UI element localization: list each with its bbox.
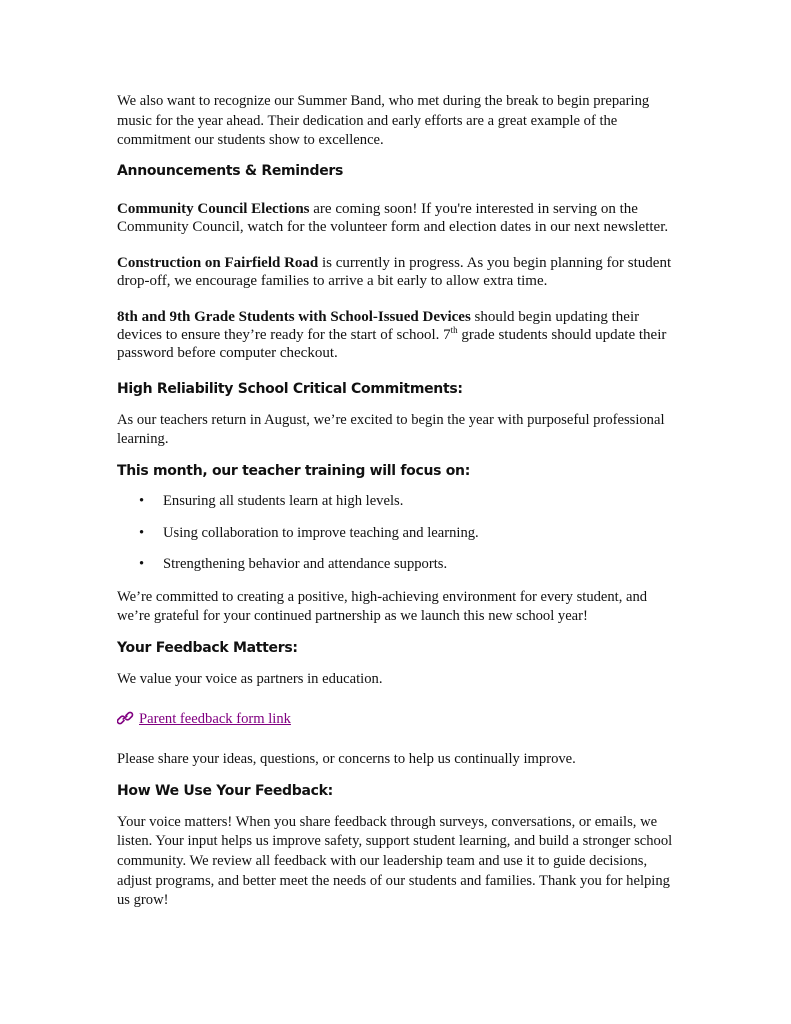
council-elections-text: are coming soon! If you're interested in serving on the Community Council, watch for the volunteer form and election dates in our next newsletter.: [117, 200, 669, 235]
list-item-text: Using collaboration to improve teaching and learning.: [163, 524, 479, 541]
commitment-paragraph: We’re committed to creating a positive, high-achieving environment for every student, and we’re grateful for your continued partnership as we launch this new school year!: [117, 588, 648, 625]
feedback-usage-heading: How We Use Your Feedback:: [117, 782, 333, 799]
devices-title: 8th and 9th Grade Students with School-Issued Devices: [117, 308, 471, 325]
summer-band-paragraph: We also want to recognize our Summer Band, who met during the break to begin preparing music for the year ahead. Their dedication and early efforts are a great example of the commitment our students show to excellence.: [117, 93, 650, 149]
list-item: [117, 524, 682, 544]
newsletter-page: [117, 92, 682, 911]
feedback-heading: Your Feedback Matters:: [117, 639, 298, 656]
list-item-text: Strengthening behavior and attendance supports.: [163, 556, 448, 573]
list-item: [117, 555, 682, 575]
link-icon[interactable]: [117, 711, 135, 732]
bullet-icon: •: [139, 556, 145, 573]
feedback-usage-paragraph: Your voice matters! When you share feedback through surveys, conversations, or emails, we listen. Your input helps us improve safety, support student learning, and build a stronger school community. We review all feedback with our leadership team and use it to guide decisions, adjust programs, and better meet the needs of our students and families. Thank you for helping us grow!: [117, 813, 673, 909]
announcements-heading: Announcements & Reminders: [117, 162, 344, 179]
feedback-share-paragraph: Please share your ideas, questions, or concerns to help us continually improve.: [117, 751, 576, 768]
list-item-text: Ensuring all students learn at high levels.: [163, 492, 404, 509]
devices-text-cont: grade students should update their password before computer checkout.: [117, 326, 667, 361]
feedback-intro: We value your voice as partners in education.: [117, 670, 383, 687]
bullet-icon: •: [139, 492, 145, 509]
construction-title: Construction on Fairfield Road: [117, 254, 319, 271]
parent-feedback-form-link[interactable]: Parent feedback form link: [139, 710, 291, 727]
council-elections-title: Community Council Elections: [117, 200, 310, 217]
construction-paragraph: [117, 254, 682, 290]
devices-paragraph: [117, 308, 682, 362]
list-item: [117, 492, 682, 512]
construction-text: is currently in progress. As you begin planning for student drop-off, we encourage families to arrive a bit early to allow extra time.: [117, 254, 672, 289]
hrs-intro-paragraph: As our teachers return in August, we’re excited to begin the year with purposeful professional learning.: [117, 411, 665, 448]
hrs-heading: High Reliability School Critical Commitments:: [117, 380, 463, 397]
devices-text: should begin updating their devices to ensure they’re ready for the start of school. 7: [117, 308, 640, 343]
feedback-link-line: [117, 710, 682, 732]
bullet-icon: •: [139, 524, 145, 541]
training-focus-list: [117, 492, 682, 575]
devices-superscript: th: [450, 324, 458, 335]
council-elections-paragraph: [117, 200, 682, 236]
training-focus-heading: This month, our teacher training will focus on:: [117, 462, 471, 479]
